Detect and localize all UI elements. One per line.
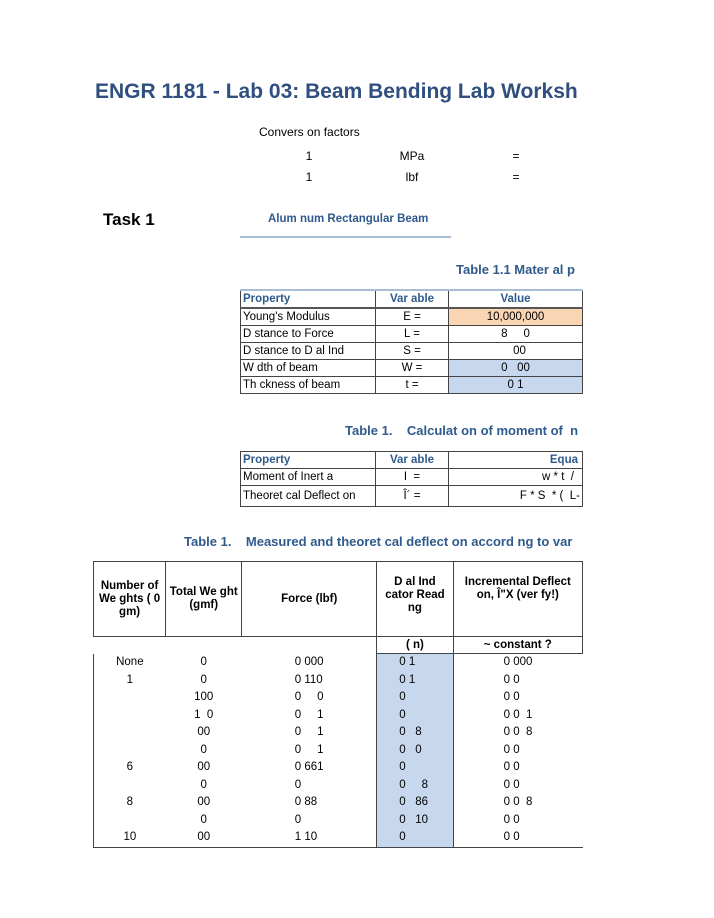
table-row <box>94 707 583 725</box>
table3-caption: Table 1. Measured and theoret cal deflect on accord ng to var <box>184 534 573 549</box>
weights-cell <box>94 724 166 742</box>
column-header: Var able <box>376 452 449 469</box>
equation-cell: F * S * ( L- <box>449 486 583 507</box>
weights-cell: 8 <box>94 794 166 812</box>
constant-subheader: ~ constant ? <box>453 637 582 654</box>
property-cell: Theoret cal Deflect on <box>241 486 376 507</box>
table1-caption: Table 1.1 Mater al p <box>456 262 575 277</box>
weights-cell: None <box>94 654 166 672</box>
table-row <box>94 794 583 812</box>
total-weight-cell: 0 <box>200 778 207 791</box>
incremental-deflection-cell: 0 000 <box>503 656 533 668</box>
table-header-row <box>241 290 583 308</box>
table-row <box>241 377 583 394</box>
incremental-deflection-cell: 0 0 <box>453 829 582 847</box>
value-cell: 8 0 <box>449 326 583 343</box>
total-weight-cell: 00 <box>197 761 211 773</box>
dial-reading-cell[interactable]: 0 10 <box>377 812 453 830</box>
dial-reading-cell[interactable]: 0 <box>377 759 453 777</box>
force-cell: 0 000 <box>242 654 377 672</box>
column-header: Total We ght (gmf) <box>166 562 242 637</box>
property-cell: D stance to Force <box>241 326 376 343</box>
table-row <box>94 759 583 777</box>
conversion-qty: 1 <box>305 170 313 184</box>
incremental-deflection-cell: 0 0 <box>503 813 520 826</box>
table-row <box>94 724 583 742</box>
total-weight-cell: 00 <box>197 796 211 808</box>
table-row <box>241 486 583 507</box>
weights-cell <box>94 812 166 830</box>
dial-reading-cell[interactable]: 0 8 <box>377 724 453 742</box>
variable-cell: I = <box>376 469 449 486</box>
section-underline <box>240 236 451 238</box>
variable-cell: E = <box>376 308 449 326</box>
property-cell: Young's Modulus <box>241 308 376 326</box>
conversion-unit: MPa <box>399 149 425 163</box>
property-cell: Moment of Inert a <box>241 469 376 486</box>
incremental-deflection-cell: 0 0 8 <box>503 726 533 738</box>
weights-cell: 10 <box>94 829 166 847</box>
table-row <box>94 672 583 690</box>
incremental-deflection-cell: 0 0 <box>503 673 520 686</box>
total-weight-cell: 0 <box>200 813 207 826</box>
dial-reading-cell[interactable]: 0 0 <box>377 742 453 760</box>
conversion-factors-label: Convers on factors <box>259 125 360 139</box>
total-weight-cell: 00 <box>166 829 242 847</box>
weights-cell <box>94 742 166 760</box>
table-row <box>241 360 583 377</box>
table-row <box>94 812 583 830</box>
conversion-equals: = <box>512 170 520 184</box>
table-row <box>241 469 583 486</box>
variable-cell: t = <box>376 377 449 394</box>
force-cell: 0 <box>242 777 377 795</box>
property-cell: D stance to D al Ind <box>241 343 376 360</box>
weights-cell <box>94 707 166 725</box>
unit-subheader: ( n) <box>377 637 453 654</box>
total-weight-cell: 1 0 <box>194 708 214 721</box>
variable-cell: Î´ = <box>376 486 449 507</box>
column-header: Incremental Deflect on, Î"X (ver fy!) <box>453 562 582 637</box>
total-weight-cell: 0 <box>200 655 207 668</box>
value-input-cell[interactable]: 0 00 <box>449 360 583 377</box>
deflection-table <box>93 561 583 848</box>
column-header: D al Ind cator Read ng <box>377 562 453 637</box>
material-properties-table <box>240 289 583 394</box>
table-header-row <box>241 452 583 469</box>
table2-caption: Table 1. Calculat on of moment of n <box>345 423 579 438</box>
table-row <box>94 689 583 707</box>
variable-cell: L = <box>376 326 449 343</box>
force-cell: 0 0 <box>242 689 377 707</box>
beam-section-title: Alum num Rectangular Beam <box>268 213 429 225</box>
dial-reading-cell[interactable]: 0 1 <box>377 672 453 690</box>
task-heading: Task 1 <box>103 210 155 229</box>
total-weight-cell: 0 <box>200 673 207 686</box>
incremental-deflection-cell: 0 0 <box>503 761 520 773</box>
equation-cell: w * t / <box>449 469 583 486</box>
table-row <box>94 742 583 760</box>
value-input-cell[interactable]: 10,000,000 <box>449 308 583 326</box>
table-row <box>94 654 583 672</box>
dial-reading-cell[interactable]: 0 1 <box>377 654 453 672</box>
column-header: Force (lbf) <box>242 562 377 637</box>
table-header-row <box>94 562 583 637</box>
column-header: Value <box>449 290 583 308</box>
dial-reading-cell[interactable]: 0 86 <box>377 794 453 812</box>
conversion-unit: lbf <box>405 170 419 184</box>
weights-cell: 6 <box>94 759 166 777</box>
dial-reading-cell[interactable]: 0 <box>377 707 453 725</box>
dial-reading-cell[interactable]: 0 <box>377 689 453 707</box>
property-cell: W dth of beam <box>241 360 376 377</box>
value-cell: 00 <box>449 343 583 360</box>
moment-of-inertia-table <box>240 451 583 507</box>
weights-cell <box>94 689 166 707</box>
incremental-deflection-cell: 0 0 8 <box>503 796 533 808</box>
table-row <box>241 343 583 360</box>
page-title: ENGR 1181 - Lab 03: Beam Bending Lab Worksh <box>95 80 578 103</box>
weights-cell <box>94 777 166 795</box>
incremental-deflection-cell: 0 0 <box>503 743 520 756</box>
column-header: Var able <box>376 290 449 308</box>
incremental-deflection-cell: 0 0 1 <box>503 708 533 721</box>
force-cell: 1 10 <box>242 829 377 847</box>
table-row <box>94 777 583 795</box>
column-header: Property <box>241 290 376 308</box>
weights-cell: 1 <box>94 672 166 690</box>
incremental-deflection-cell: 0 0 <box>503 691 520 703</box>
force-cell: 0 <box>242 812 377 830</box>
incremental-deflection-cell: 0 0 <box>503 778 520 791</box>
total-weight-cell: 00 <box>197 726 211 738</box>
conversion-qty: 1 <box>305 149 313 163</box>
force-cell: 0 88 <box>242 794 377 812</box>
value-input-cell[interactable]: 0 1 <box>449 377 583 394</box>
property-cell: Th ckness of beam <box>241 377 376 394</box>
dial-reading-cell[interactable]: 0 8 <box>377 777 453 795</box>
total-weight-cell: 0 <box>200 743 207 756</box>
column-header: Number of We ghts ( 0 gm) <box>94 562 166 637</box>
dial-reading-cell[interactable]: 0 <box>377 829 453 847</box>
total-weight-cell: 100 <box>194 691 214 703</box>
conversion-equals: = <box>512 149 520 163</box>
variable-cell: S = <box>376 343 449 360</box>
table-row <box>94 829 583 847</box>
column-header: Property <box>241 452 376 469</box>
table-row <box>241 308 583 326</box>
table-row <box>241 326 583 343</box>
force-cell: 0 1 <box>242 707 377 725</box>
force-cell: 0 661 <box>242 759 377 777</box>
column-header: Equa <box>449 452 583 469</box>
force-cell: 0 1 <box>242 742 377 760</box>
force-cell: 0 110 <box>242 672 377 690</box>
variable-cell: W = <box>376 360 449 377</box>
table-subheader-row <box>94 637 583 654</box>
force-cell: 0 1 <box>242 724 377 742</box>
